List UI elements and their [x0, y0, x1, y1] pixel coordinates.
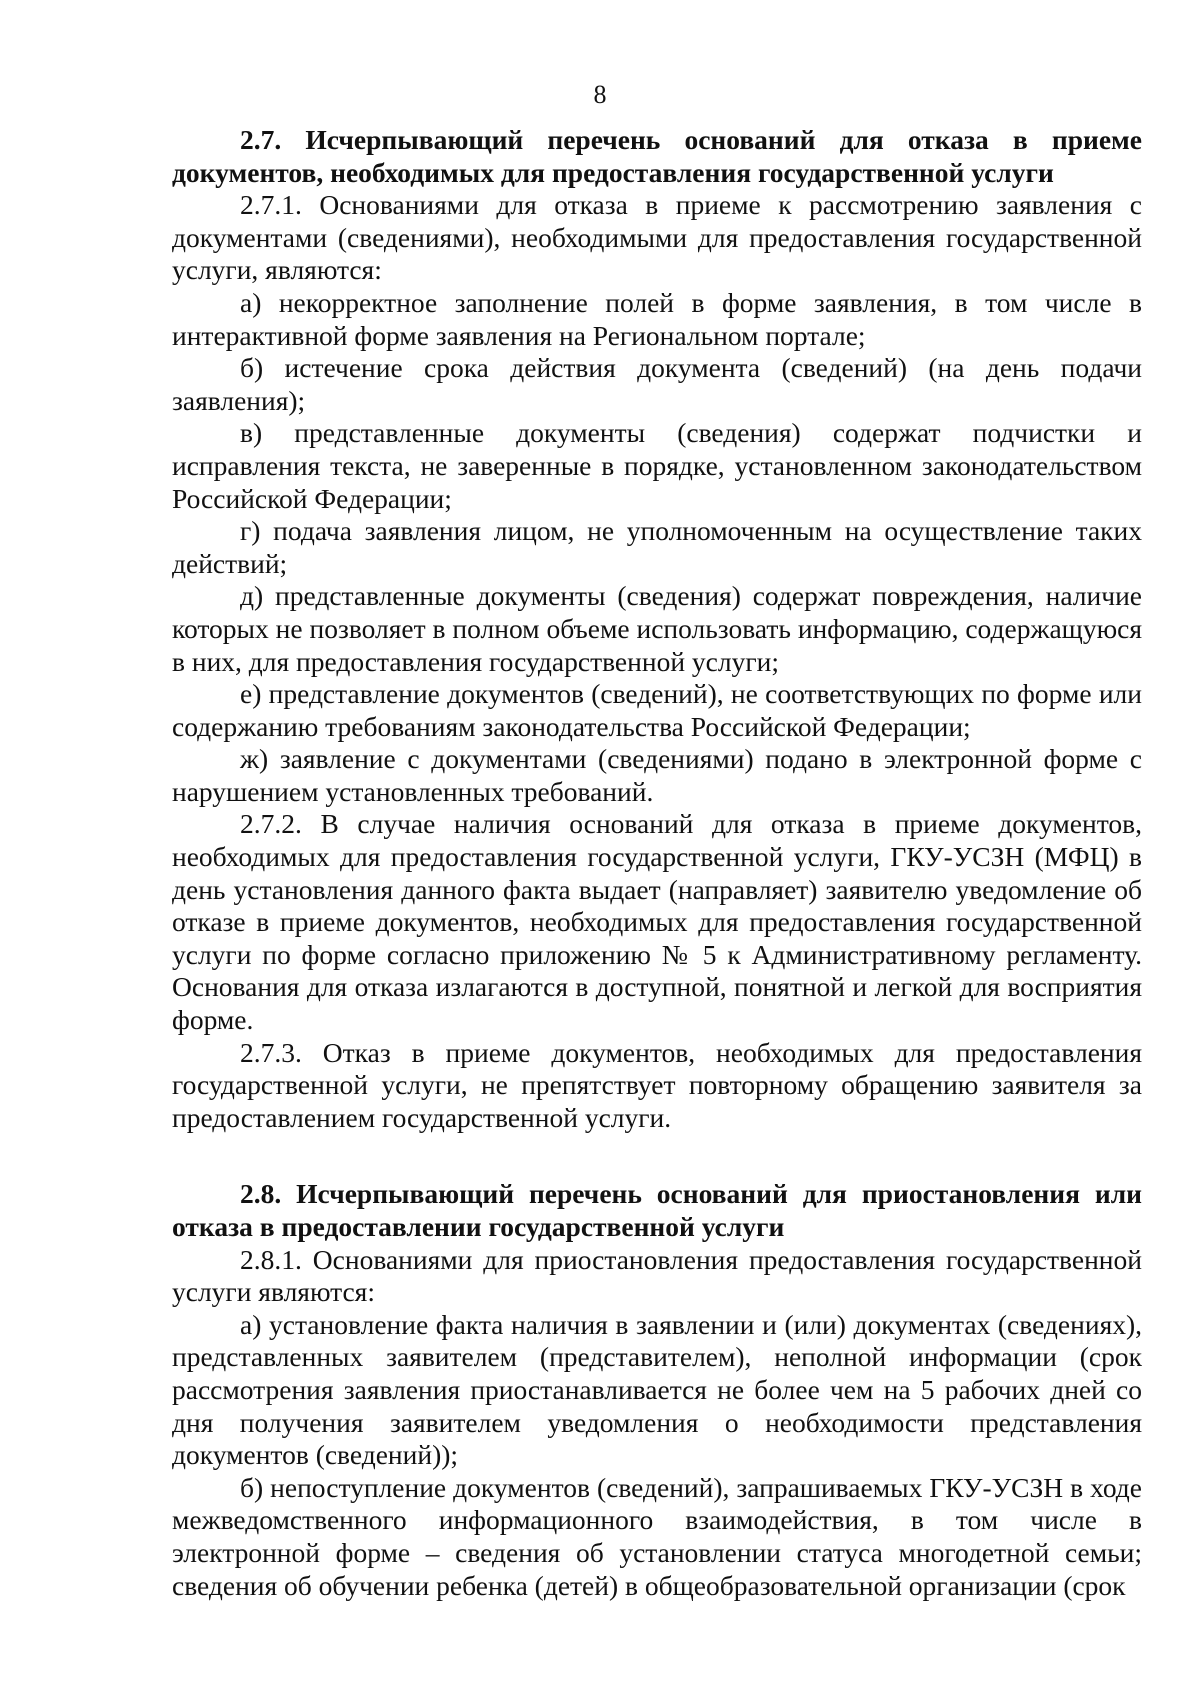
list-item-a: а) некорректное заполнение полей в форме заявления, в том числе в интерактивной форме заявления на Региональном портале; [172, 286, 1142, 351]
document-body [172, 124, 1142, 1602]
list-item-zh: ж) заявление с документами (сведениями) подано в электронной форме с нарушением установленных требований. [172, 743, 1142, 807]
section-heading-2-8: 2.8. Исчерпывающий перечень оснований для приостановления или отказа в предоставлении государственной услуги [172, 1178, 1142, 1242]
list-item-b: б) истечение срока действия документа (сведений) (на день подачи заявления); [172, 352, 1142, 416]
list-item-b-2-8: б) непоступление документов (сведений), запрашиваемых ГКУ-УСЗН в ходе межведомственного информационного взаимодействия, в том числе в электронной форме – сведения об установлении статуса многодетной семьи; сведения об обучении ребенка (детей) в общеобразовательной организации (срок [172, 1471, 1142, 1601]
paragraph-2-7-3: 2.7.3. Отказ в приеме документов, необходимых для предоставления государственной услуги, не препятствует повторному обращению заявителя за предоставлением государственной услуги. [172, 1036, 1142, 1133]
list-item-a-2-8: а) установление факта наличия в заявлении и (или) документах (сведениях), представленных заявителем (представителем), неполной информации (срок рассмотрения заявления приостанавливается не более чем на 5 рабочих дней со дня получения заявителем уведомления о необходимости представления документов (сведений)); [172, 1308, 1142, 1471]
page-number: 8 [593, 80, 607, 109]
paragraph-2-8-1: 2.8.1. Основаниями для приостановления предоставления государственной услуги являются: [172, 1243, 1142, 1308]
section-heading-2-7: 2.7. Исчерпывающий перечень оснований для отказа в приеме документов, необходимых для предоставления государственной услуги [172, 124, 1142, 188]
list-item-e: е) представление документов (сведений), не соответствующих по форме или содержанию требованиям законодательства Российской Федерации; [172, 678, 1142, 742]
section-spacer [172, 1134, 1142, 1178]
list-item-v: в) представленные документы (сведения) содержат подчистки и исправления текста, не заверенные в порядке, установленном законодательством Российской Федерации; [172, 417, 1142, 514]
list-item-g: г) подача заявления лицом, не уполномоченным на осуществление таких действий; [172, 515, 1142, 579]
list-item-d: д) представленные документы (сведения) содержат повреждения, наличие которых не позволяет в полном объеме использовать информацию, содержащуюся в них, для предоставления государственной услуги; [172, 580, 1142, 677]
paragraph-2-7-2: 2.7.2. В случае наличия оснований для отказа в приеме документов, необходимых для предоставления государственной услуги, ГКУ-УСЗН (МФЦ) в день установления данного факта выдает (направляет) заявителю уведомление об отказе в приеме документов, необходимых для предоставления государственной услуги по форме согласно приложению № 5 к Административному регламенту. Основания для отказа излагаются в доступной, понятной и легкой для восприятия форме. [172, 808, 1142, 1036]
paragraph-2-7-1: 2.7.1. Основаниями для отказа в приеме к рассмотрению заявления с документами (сведениями), необходимыми для предоставления государственной услуги, являются: [172, 189, 1142, 286]
